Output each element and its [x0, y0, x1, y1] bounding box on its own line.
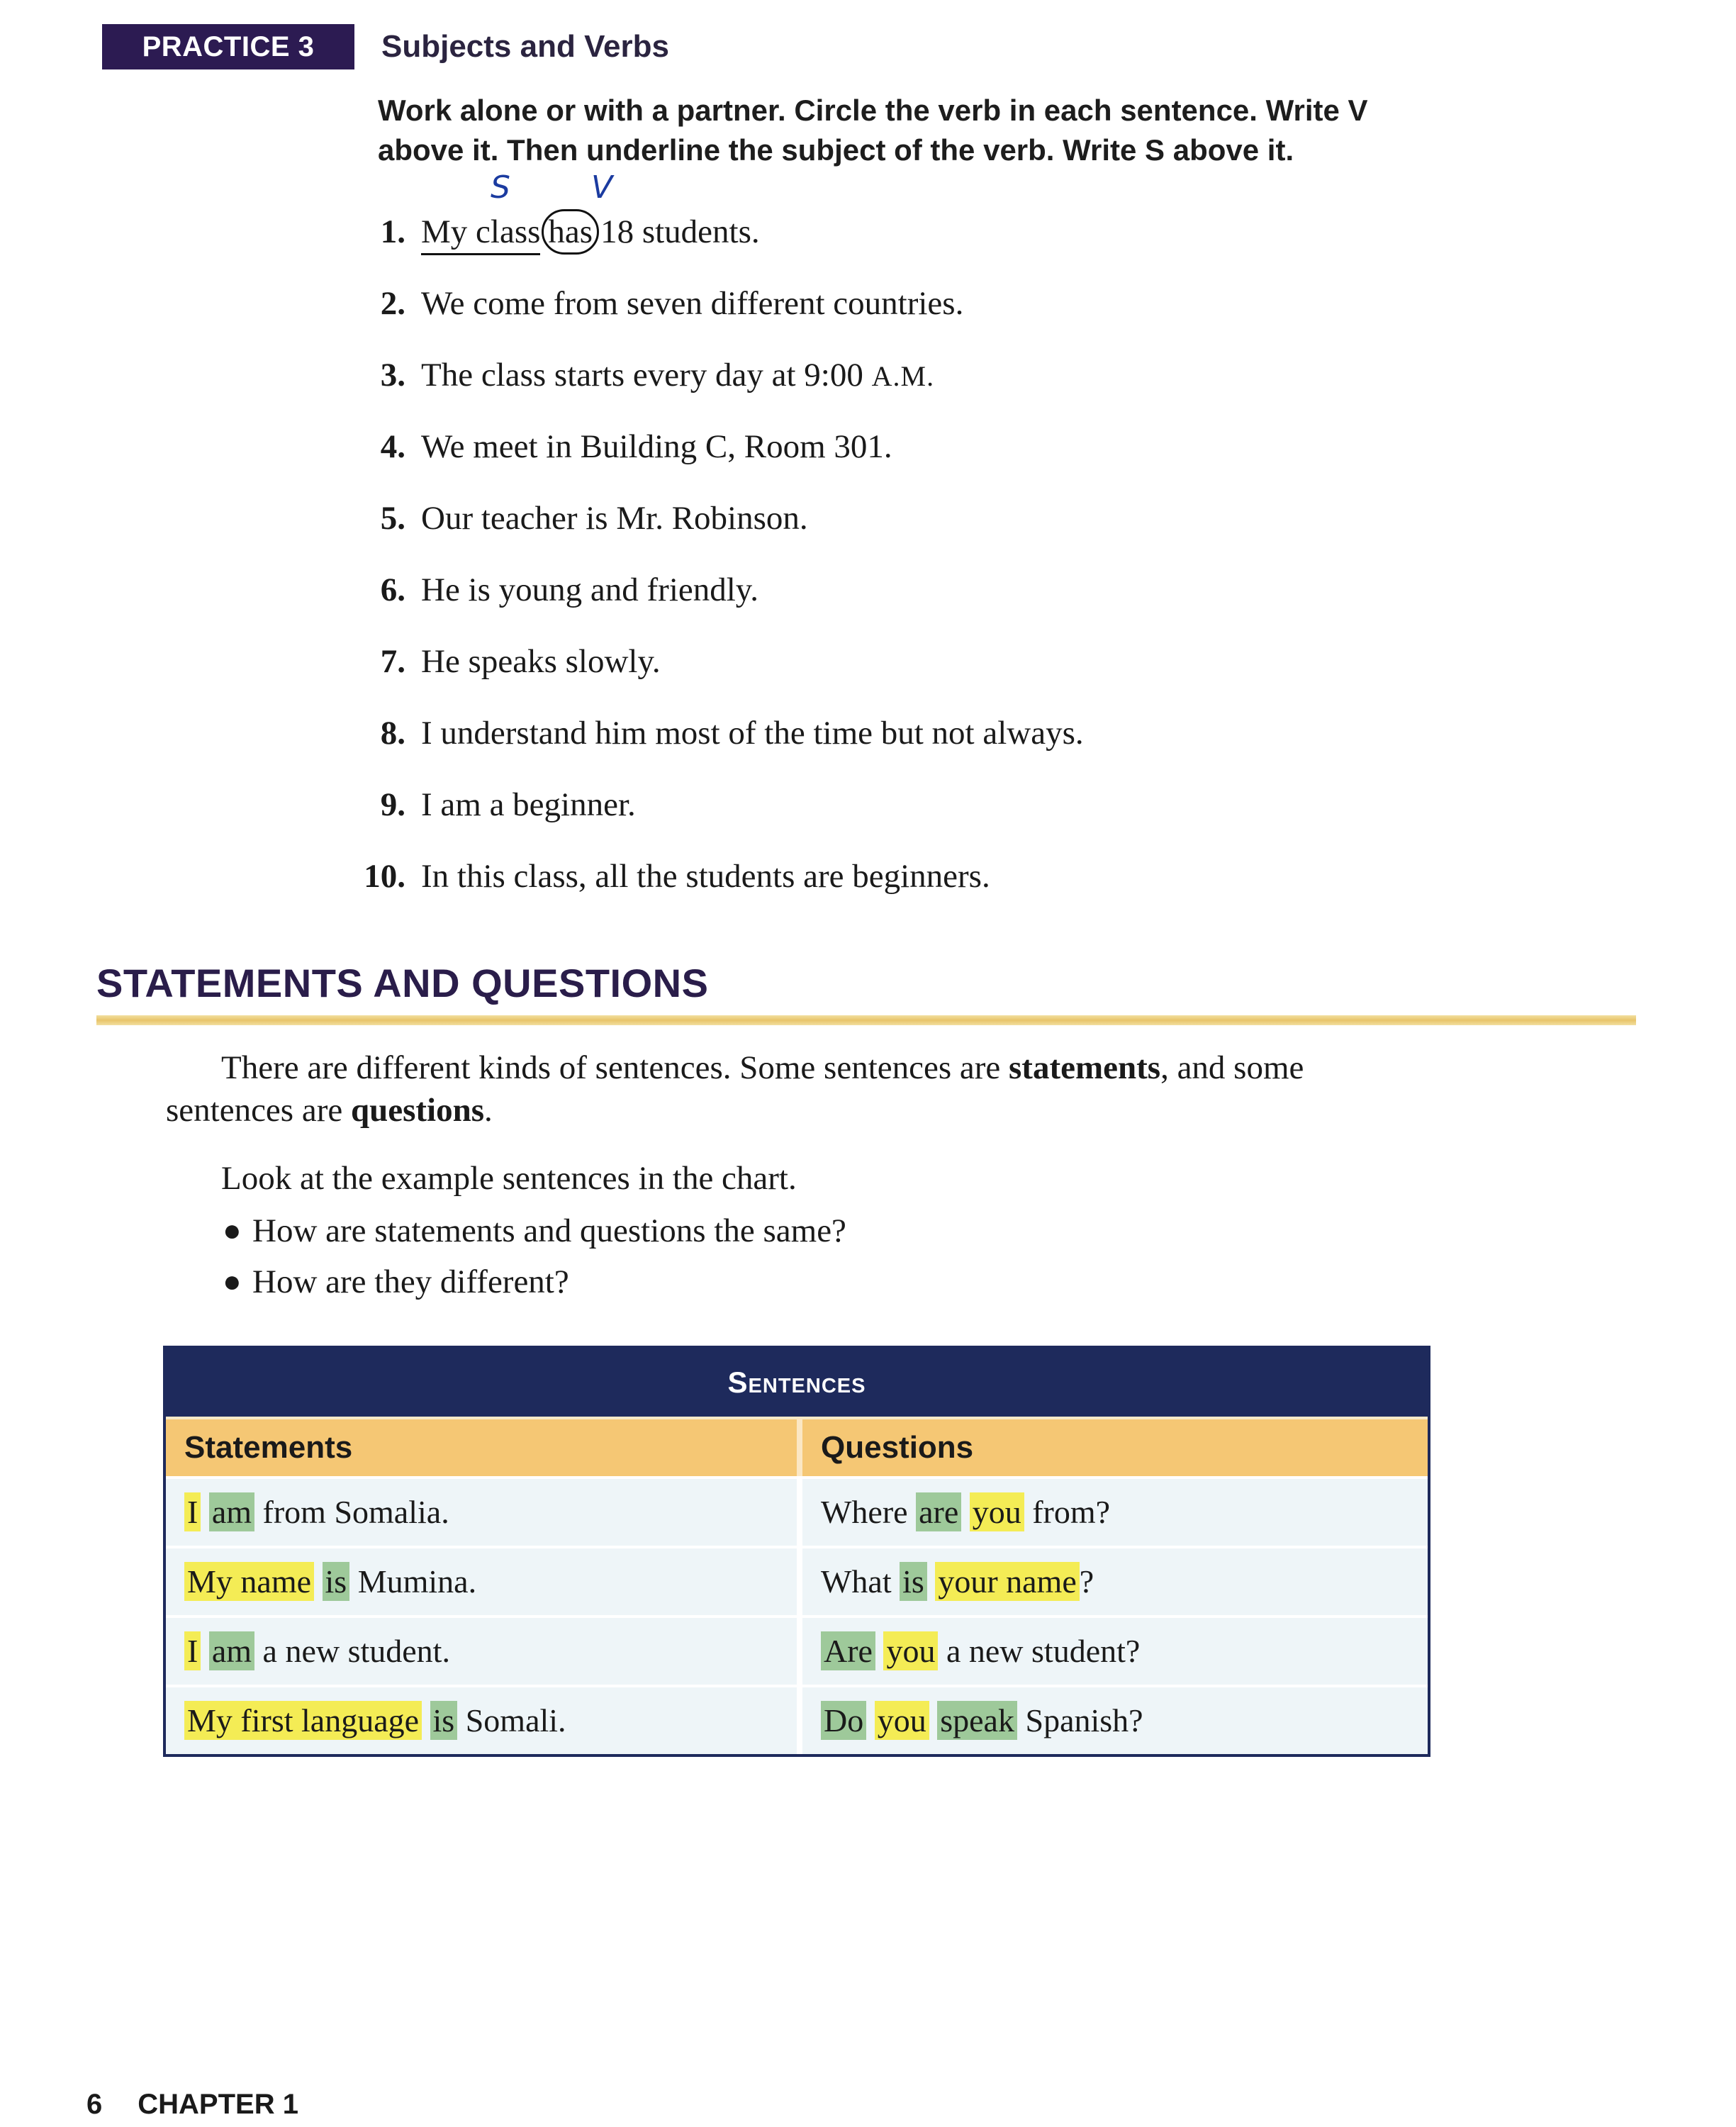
plain-text: from? [1024, 1494, 1111, 1530]
plain-text: a new student. [254, 1633, 450, 1669]
exercise-number: 3. [380, 357, 405, 393]
exercise-text: He speaks slowly. [421, 643, 661, 680]
question-bullets [221, 1205, 846, 1307]
example-sentence [421, 169, 760, 258]
handwritten-v-mark: V [591, 169, 613, 206]
subject-highlight: you [875, 1701, 929, 1740]
verb-highlight: speak [937, 1701, 1017, 1740]
practice-badge: PRACTICE 3 [102, 24, 354, 69]
plain-text: Spanish? [1017, 1702, 1143, 1738]
term-questions: questions [350, 1092, 485, 1129]
exercise-item-10 [340, 850, 1616, 922]
question-cell-1 [797, 1476, 1428, 1546]
exercise-list [340, 169, 1616, 922]
plain-text: from Somalia. [254, 1494, 449, 1530]
chapter-label: CHAPTER 1 [138, 2089, 298, 2120]
verb-highlight: is [900, 1562, 927, 1601]
plain-text: What [821, 1563, 900, 1600]
underlined-subject: My class [421, 211, 540, 255]
subject-highlight: My name [184, 1562, 314, 1601]
exercise-item-4 [340, 420, 1616, 492]
page-footer [86, 2089, 298, 2121]
bullet-item [221, 1205, 846, 1256]
intro-text-e: . [484, 1092, 493, 1129]
exercise-number: 5. [380, 500, 405, 537]
intro-text-a: There are different kinds of sentences. Some sentences are [221, 1049, 1009, 1086]
verb-highlight: am [209, 1492, 254, 1531]
bullet-item [221, 1256, 846, 1307]
exercise-text: We come from seven different countries. [421, 285, 964, 322]
statement-cell-3 [166, 1615, 797, 1685]
instructions-line-2: above it. Then underline the subject of the verb. Write S above it. [378, 133, 1294, 167]
verb-highlight: are [916, 1492, 961, 1531]
subject-highlight: you [970, 1492, 1024, 1531]
exercise-number: 4. [380, 428, 405, 465]
circled-verb: has [542, 209, 599, 255]
verb-highlight: Are [821, 1631, 875, 1670]
exercise-item-8 [340, 707, 1616, 778]
column-header-statements: Statements [166, 1417, 797, 1476]
subject-highlight: My first language [184, 1701, 422, 1740]
verb-highlight: is [430, 1701, 458, 1740]
plain-text: Somali. [457, 1702, 566, 1738]
question-cell-3 [797, 1615, 1428, 1685]
exercise-number: 6. [380, 571, 405, 608]
instructions-line-1: Work alone or with a partner. Circle the verb in each sentence. Write V [378, 94, 1368, 127]
exercise-text: In this class, all the students are beginners. [421, 858, 990, 895]
question-cell-2 [797, 1546, 1428, 1615]
subject-highlight: you [883, 1631, 938, 1670]
bullet-text: How are statements and questions the same? [252, 1212, 846, 1249]
exercise-text: He is young and friendly. [421, 571, 758, 608]
bullet-text: How are they different? [252, 1263, 569, 1300]
exercise-number: 10. [364, 858, 405, 895]
page-number: 6 [86, 2089, 103, 2120]
subject-highlight: I [184, 1492, 201, 1531]
exercise-text: We meet in Building C, Room 301. [421, 428, 892, 465]
exercise-text: I am a beginner. [421, 786, 636, 823]
exercise-text: I understand him most of the time but not always. [421, 715, 1084, 752]
subject-highlight: I [184, 1631, 201, 1670]
verb-highlight: am [209, 1631, 254, 1670]
chart-title: Sentences [166, 1349, 1428, 1417]
statement-cell-2 [166, 1546, 797, 1615]
subject-highlight: your name [935, 1562, 1079, 1601]
exercise-item-6 [340, 564, 1616, 635]
plain-text: Mumina. [349, 1563, 477, 1600]
exercise-text: The class starts every day at 9:00 [421, 357, 872, 393]
intro-paragraph [166, 1046, 1428, 1132]
bullet-dot-icon: ● [223, 1264, 242, 1299]
exercise-number: 7. [380, 643, 405, 680]
intro-text-c: , and some sentences are [166, 1049, 1304, 1129]
time-suffix: A.M. [871, 360, 935, 392]
practice-title: Subjects and Verbs [381, 29, 669, 64]
exercise-number: 8. [380, 715, 405, 752]
exercise-item-3 [340, 349, 1616, 420]
practice-instructions [378, 91, 1484, 170]
exercise-item-9 [340, 778, 1616, 850]
statement-cell-1 [166, 1476, 797, 1546]
sentences-chart [163, 1346, 1430, 1757]
example-rest: 18 students. [600, 213, 760, 250]
heading-rule [96, 1015, 1636, 1025]
plain-text: Where [821, 1494, 917, 1530]
look-instruction: Look at the example sentences in the chart. [221, 1160, 797, 1197]
chart-grid [166, 1417, 1428, 1754]
verb-highlight: Do [821, 1701, 866, 1740]
exercise-item-2 [340, 277, 1616, 349]
verb-highlight: is [323, 1562, 350, 1601]
term-statements: statements [1009, 1049, 1161, 1086]
exercise-number: 2. [380, 285, 405, 322]
exercise-number: 1. [380, 213, 405, 250]
exercise-item-5 [340, 492, 1616, 564]
handwritten-s-mark: S [491, 169, 510, 206]
question-cell-4 [797, 1685, 1428, 1754]
exercise-item-7 [340, 635, 1616, 707]
section-heading: STATEMENTS AND QUESTIONS [96, 961, 709, 1005]
exercise-item-1 [340, 169, 1616, 277]
exercise-text: Our teacher is Mr. Robinson. [421, 500, 808, 537]
plain-text: a new student? [938, 1633, 1141, 1669]
bullet-dot-icon: ● [223, 1213, 242, 1248]
column-header-questions: Questions [797, 1417, 1428, 1476]
plain-text: ? [1079, 1563, 1094, 1600]
statement-cell-4 [166, 1685, 797, 1754]
exercise-number: 9. [380, 786, 405, 823]
